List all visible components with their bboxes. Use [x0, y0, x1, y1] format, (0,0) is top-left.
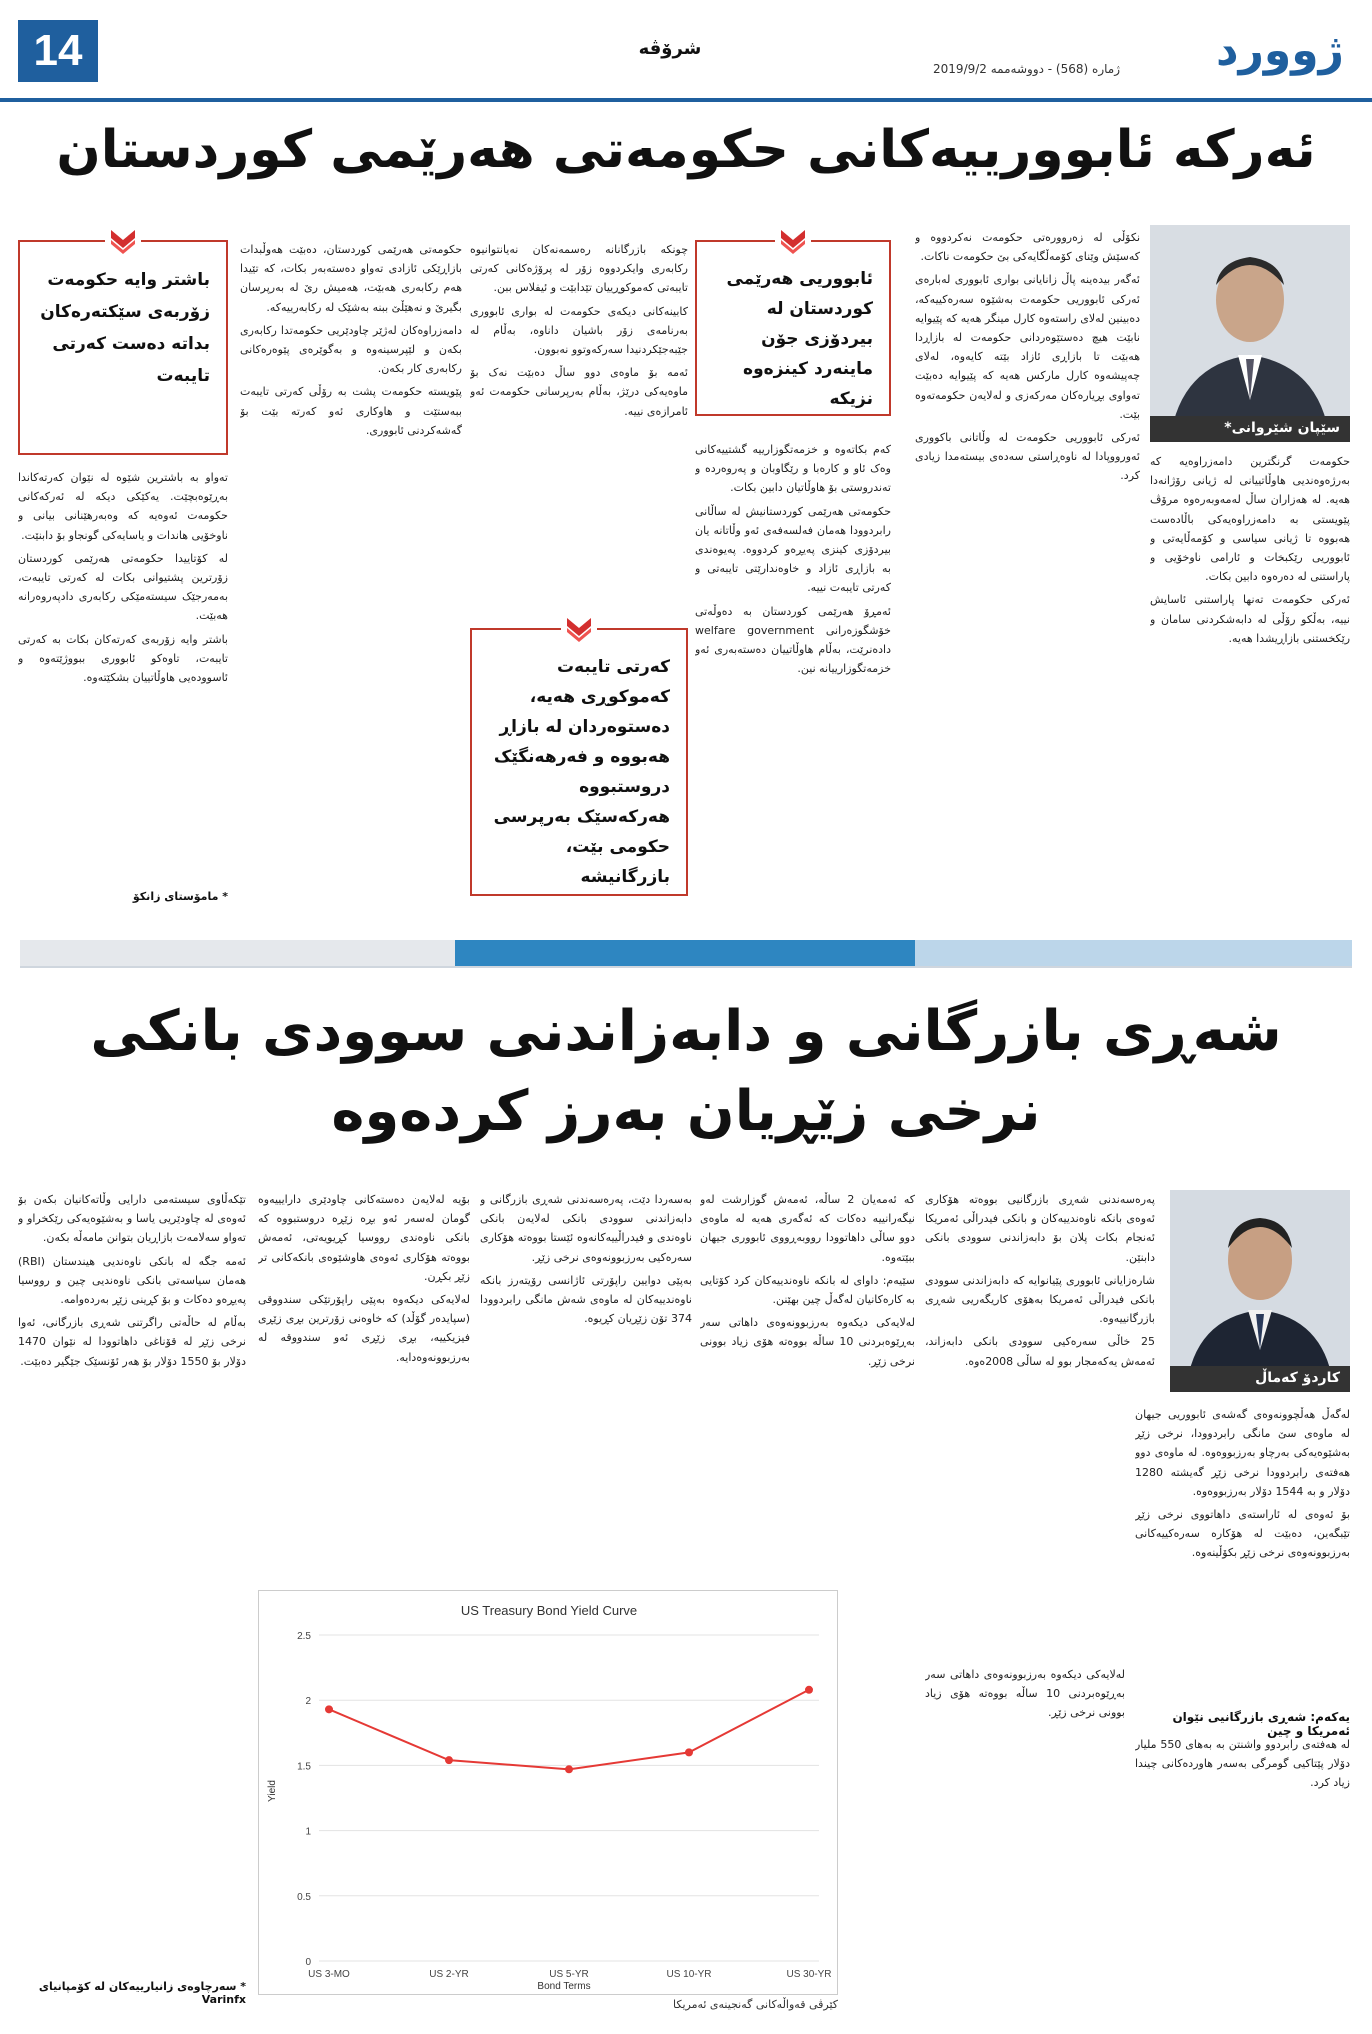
- paragraph: تێکەڵاوی سیستەمی دارایی وڵاتەکانیان بکەن بۆ ئەوەی لە چاودێریی یاسا و بەشێوەیەکی رێکخراو و تەواو سەلامەت بازاڕیان بتوانن مامەڵە بکەن.: [18, 1193, 246, 1245]
- chart-x-tick-label: US 10-YR: [666, 1969, 712, 1980]
- chart-title: US Treasury Bond Yield Curve: [460, 1603, 638, 1618]
- paragraph: حکومەتی هەرێمی کوردستانیش لە ساڵانی رابردوودا هەمان فەلسەفەی ئەو وڵاتانە یان بیردۆزی کینزی پەیڕەو کردووە. پەیوەندی بە بازاڕی ئازاد و خاوەندارێتی تایبەتی و کەرتی تایبەت نییە.: [695, 504, 891, 595]
- author-caption: سێپان شێروانی*: [1150, 416, 1350, 442]
- chart-data-point: [685, 1748, 693, 1756]
- chart-y-axis-label: Yield: [267, 1780, 278, 1802]
- paragraph: بەپێی دوایین راپۆرتی ئاژانسی رۆیتەرز بانکە ناوەندییەکان لە ماوەی شەش مانگی رابردوودا 374 تۆن زێڕیان کڕیوە.: [480, 1273, 692, 1326]
- paragraph: بەڵام لە حاڵەتی راگرتنی شەڕی بازرگانی، ئەوا نرخی زێڕ لە قۆناغی داهاتوودا لە نێوان 1470 دۆلار بۆ 1550 دۆلار بۆ هەر ئۆنسێک جێگیر دەبێت.: [18, 1316, 246, 1368]
- paragraph: تەواو بە باشترین شێوە لە نێوان کەرتەکاندا بەڕێوەبچێت. یەکێکی دیکە لە ئەرکەکانی حکومەت ئەوەیە کە وەبەرهێنانی بیانی و ناوخۆیی هاندات و یاسایەکی گونجاو بۆ دابنێت.: [18, 471, 228, 542]
- paragraph: حکومەتی هەرێمی کوردستان، دەبێت هەوڵبدات بازاڕێکی ئازادی تەواو دەستەبەر بکات، کە تێیدا هەم رکابەری هەبێت، هەمیش رێ لە بەرپرسان بگیرێ و نەهێڵێ ببنە بەشێک لە رکابەرییەکە.: [240, 243, 462, 314]
- paragraph: لە هەفتەی رابردوو واشنتن بە بەهای 550 ملیار دۆلار پێتاکیی گومرگی بەسەر هاوردەکانی چیندا زیاد کرد.: [1135, 1738, 1350, 1790]
- chart-y-tick-label: 1.5: [297, 1761, 311, 1773]
- chart-data-point: [445, 1756, 453, 1764]
- paragraph: کەم بکاتەوە و خزمەتگوزارییە گشتییەکانی وەک ئاو و کارەبا و رێگاوبان و پەروەردە و تەندروستی بۆ هاوڵاتیان دابین بکات.: [695, 443, 891, 495]
- section-divider: [20, 940, 1352, 968]
- paragraph: سێیەم: داوای لە بانکە ناوەندییەکان کرد کۆتایی بە کارەکانیان لەگەڵ چین بهێنن.: [700, 1273, 915, 1307]
- chart-y-tick-label: 0.5: [297, 1891, 311, 1903]
- chart-series-line: [329, 1690, 809, 1770]
- article1-column-3: [695, 440, 891, 930]
- chart-y-tick-label: 2: [305, 1696, 311, 1708]
- paragraph: کابینەکانی دیکەی حکومەت لە بواری ئابووری بەرنامەی زۆر باشیان داناوە، بەڵام لە جێبەجێکردنیدا سەرکەوتوو نەبوون.: [470, 304, 688, 357]
- paragraph: ئەمڕۆ هەرێمی کوردستان بە دەوڵەتی خۆشگوزەرانی welfare government دادەنرێت، بەڵام هاوڵاتییان دەستەبەری ئەو خزمەتگوزارییانە نین.: [695, 604, 891, 676]
- paragraph: بەسەردا دێت، پەرەسەندنی شەڕی بازرگانی و دابەزاندنی سوودی بانکی لەلایەن بانکی ناوەندی و فیدراڵییەکانەوە ئێستا بووەتە هۆکاری سەرەکیی بەرزبوونەوەی نرخی زێڕ.: [480, 1193, 692, 1264]
- paragraph: دامەزراوەکان لەژێر چاودێریی حکومەتدا رکابەری بکەن و لێپرسینەوە و بەگوێرەی پێوەرەکانی رکابەری کار بکەن.: [240, 323, 462, 376]
- pull-quote-1: [695, 240, 891, 416]
- section-title: شرۆڤە: [638, 38, 702, 59]
- author-caption-2: کاردۆ کەماڵ: [1170, 1366, 1350, 1392]
- article2-column-5: [258, 1190, 470, 1580]
- paragraph: ئەرکی حکومەت تەنها پاراستنی ئاسایش نییە، بەڵکو رۆڵی لە دابەشکردنی سامان و رێکخستنی بازاڕیشدا هەیە.: [1150, 593, 1350, 645]
- issue-info: ژمارە (568) - دووشەممە 2019/9/2: [933, 62, 1120, 76]
- paragraph: لەگەڵ هەڵچوونەوەی گەشەی ئابووریی جیهان لە ماوەی سێ مانگی رابردوودا، نرخی زێڕ بەشێوەیەکی بەرچاو بەرزبووەوە. لە ماوەی دوو هەفتەی رابردوودا نرخی زێڕ گەیشتە 1280 دۆلار و بە 1544 دۆلار بەرزبووەوە.: [1135, 1408, 1350, 1498]
- paragraph: ئەمە جگە لە بانکی ناوەندیی هیندستان (RBI) هەمان سیاسەتی بانکی ناوەندیی چین و رووسیا پەیڕەو دەکات و بۆ کڕینی زێڕ بەردەوامە.: [18, 1254, 246, 1307]
- chart-x-tick-label: US 2-YR: [429, 1969, 469, 1980]
- paragraph: بۆ ئەوەی لە ئاراستەی داهاتووی نرخی زێڕ تێبگەین، دەبێت لە هۆکارە سەرەکییەکانی بەرزبوونەوەی نرخی زێڕ بکۆڵینەوە.: [1135, 1508, 1350, 1560]
- pull-quote-2: [470, 628, 688, 896]
- article2-column-2b: [1135, 1735, 1350, 2025]
- chart-data-point: [805, 1686, 813, 1694]
- pull-quote-3: [18, 240, 228, 455]
- article2-column-3: [700, 1190, 915, 1580]
- chart-data-point: [565, 1765, 573, 1773]
- chevron-quote-icon: [775, 226, 811, 256]
- article2-column-2a: [1135, 1405, 1350, 1705]
- article2-column-3b: [925, 1665, 1125, 2025]
- chart-y-tick-label: 2.5: [297, 1631, 311, 1642]
- yield-curve-chart: [258, 1590, 838, 1995]
- portrait-icon: [1170, 1190, 1350, 1390]
- paragraph: ئەرکی ئابووریی حکومەت لە وڵاتانی باکووری ئەورووپادا لە ناوەڕاستی سەدەی بیستەمدا زیادی کرد.: [915, 431, 1140, 483]
- article1-column-5: [240, 240, 462, 915]
- chart-data-point: [325, 1705, 333, 1713]
- newspaper-logo: ژوورد: [1216, 25, 1344, 76]
- paragraph: نکۆڵی لە زەروورەتی حکومەت نەکردووە و کەسێش وێنای کۆمەڵگایەکی بێ حکومەت ناکات.: [915, 231, 1140, 264]
- paragraph: 25 خاڵی سەرەکیی سوودی بانکی دابەزاند، ئەمەش یەکەمجار بوو لە ساڵی 2008ەوە.: [925, 1335, 1155, 1368]
- author-photo-2: [1170, 1190, 1350, 1390]
- paragraph: لەلایەکی دیکەوە بەرزبوونەوەی داهاتی سەر بەڕێوەبردنی 10 ساڵە بووەتە هۆی زیاد بوونی نرخی زێڕ.: [925, 1668, 1125, 1720]
- pull-quote-2-text: کەرتی تایبەت کەموکوڕی هەیە، دەستوەردان لە بازاڕ هەبووە و فەرهەنگێک دروستبووە هەرکەسێک بەرپرسی حکومی بێت، بازرگانیشە: [493, 657, 670, 887]
- article2-column-1: [925, 1190, 1155, 1660]
- article2-title-line2: نرخی زێڕیان بەرز کردەوە: [331, 1079, 1041, 1144]
- page-number: 14: [18, 20, 98, 82]
- paragraph: لە کۆتاییدا حکومەتی هەرێمی کوردستان زۆرترین پشتیوانی بکات لە کەرتی تایبەت، بەمەرجێک سیستەمێکی رکابەری دادپەروەرانە هەبێت.: [18, 551, 228, 623]
- chart-y-tick-label: 0: [305, 1957, 311, 1968]
- article1-column-2: [1150, 452, 1350, 932]
- paragraph: لەلایەکی دیکەوە بەپێی راپۆرتێکی سندووقی (سپایدەر گۆڵد) کە خاوەنی زۆرترین بڕی زێڕی فیزیکییە، بڕی زێڕی ئەو سندووقە لە بەرزبوونەوەدایە.: [258, 1293, 470, 1364]
- paragraph: باشتر وایە زۆربەی کەرتەکان بکات بە کەرتی تایبەت، تاوەکو ئابووری ببووژێتەوە و ئاسوودەیی هاوڵاتییان بشکێتەوە.: [18, 632, 228, 685]
- header-rule: [0, 98, 1372, 102]
- article1-column-1: [915, 228, 1140, 568]
- paragraph: کە ئەمەیان 2 ساڵە، ئەمەش گوزارشت لەو نیگەرانییە دەکات کە ئەگەری هەیە لە ماوەی دوو ساڵی داهاتوودا رووبەڕووی ئابووری جیهان ببێتەوە.: [700, 1193, 915, 1264]
- article1-title: ئەرکە ئابوورییەکانی حکومەتی هەرێمی کوردستان: [56, 120, 1316, 180]
- paragraph: بۆیە لەلایەن دەستەکانی چاودێری دارایییەوە گومان لەسەر ئەو بڕە زێڕە دروستبووە کە بانکی ناوەندی رووسیا کڕیویەتی، ئەمەش بووەتە هۆکاری ئەوەی هاوشێوەی بانکەکانی تر زێڕ بکڕن.: [258, 1193, 470, 1283]
- pull-quote-3-text: باشتر وایە حکومەت زۆربەی سێکتەرەکان بداتە دەست کەرتی تایبەت: [40, 270, 210, 386]
- chart-x-tick-label: US 5-YR: [549, 1969, 589, 1980]
- paragraph: لەلایەکی دیکەوە بەرزبوونەوەی داهاتی سەر بەڕێوەبردنی 10 ساڵە بووەتە هۆی زیاد بوونی نرخی زێڕ.: [700, 1316, 915, 1368]
- paragraph: ئەگەر بیدەینە پاڵ زانایانی بواری ئابووری لەبارەی ئەرکی ئابووریی حکومەت بەشێوە سەرەکییەکە، دەبینین لەلای راستەوە کارل مینگر هەیە کە پێیوایە نابێت هیچ دەستێوەردانی حکومەت لە بازاڕدا هەبێت تا بازاڕی ئازاد بێتە کایەوە، لەلای چەپیشەوە کارل مارکس هەیە کە پێیوایە دەبێت تەواوی بڕیارەکان مەرکەزی و لەلایەن حکومەتەوە بێت.: [915, 273, 1140, 421]
- article2-source: * سەرچاوەی زانیارییەکان لە کۆمپانیای Varinfx: [38, 1980, 246, 2006]
- paragraph: چونکە بازرگانانە رەسمەنەکان نەیانتوانیوە رکابەری وایکردووە زۆر لە پرۆژەکانی کەرتی تایبەتی کەموکوڕییان تێدابێت و ئیفلاس ببن.: [470, 243, 688, 295]
- chart-x-axis-label: Bond Terms: [537, 1981, 591, 1992]
- article1-column-6: [18, 468, 228, 883]
- chart-caption: کێرڤی قەواڵەکانی گەنجینەی ئەمریکا: [673, 1998, 838, 2011]
- article2-subhead: یەکەم: شەڕی بازرگانیی نێوان ئەمریکا و چین: [1172, 1710, 1350, 1738]
- article2-column-4: [480, 1190, 692, 1580]
- chart-y-tick-label: 1: [305, 1826, 311, 1838]
- article2-title-line1: شەڕی بازرگانی و دابەزاندنی سوودی بانکی: [90, 999, 1282, 1064]
- article1-footnote: * مامۆستای زانکۆ: [132, 890, 228, 903]
- paragraph: ئەمە بۆ ماوەی دوو ساڵ دەبێت نەک بۆ ماوەیەکی درێژ، بەڵام بەرپرسانی حکومەت ئەو ئامرازەی نییە.: [470, 366, 688, 418]
- pull-quote-1-text: ئابووریی هەرێمی کوردستان لە بیردۆزی جۆن ماینەرد کینزەوە نزیکە: [726, 269, 873, 409]
- chart-x-tick-label: US 3-MO: [308, 1969, 350, 1980]
- chart-canvas: [259, 1591, 839, 1996]
- article2-column-6: [18, 1190, 246, 1970]
- article1-column-4: [470, 240, 688, 618]
- paragraph: حکومەت گرنگترین دامەزراوەیە کە بەرژەوەندیی هاوڵاتییانی لە ژیانی رۆژانەدا هەیە. لە هەزاران ساڵ لەمەوبەرەوە مرۆڤ پێویستی بە دامەزراوەیەکی باڵادەست هەبووە تا ژیانی سیاسی و کۆمەڵایەتی و ئابووریی رێکبخات و ئارامی ناوخۆیی و پاراستنی لە دەرەوە دابین بکات.: [1150, 455, 1350, 584]
- paragraph: پێویستە حکومەت پشت بە رۆڵی کەرتی تایبەت ببەستێت و هاوکاری ئەو کەرتە بێت بۆ گەشەکردنی ئابووری.: [240, 385, 462, 437]
- author-photo: [1150, 225, 1350, 440]
- portrait-icon: [1150, 225, 1350, 440]
- chevron-quote-icon: [561, 614, 597, 644]
- paragraph: شارەزایانی ئابووری پێیانوایە کە دابەزاندنی سوودی بانکی فیدراڵی ئەمریکا بەهۆی کاریگەریی شەڕی بازرگانییەوە.: [925, 1273, 1155, 1326]
- chevron-quote-icon: [105, 226, 141, 256]
- paragraph: پەرەسەندنی شەڕی بازرگانیی بووەتە هۆکاری ئەوەی بانکە ناوەندییەکان و بانکی فیدراڵی ئەمریکا ئەنجام بکات پلان بۆ دابەزاندنی سوودی بانکی دابنێن.: [925, 1193, 1155, 1264]
- chart-x-tick-label: US 30-YR: [786, 1969, 832, 1980]
